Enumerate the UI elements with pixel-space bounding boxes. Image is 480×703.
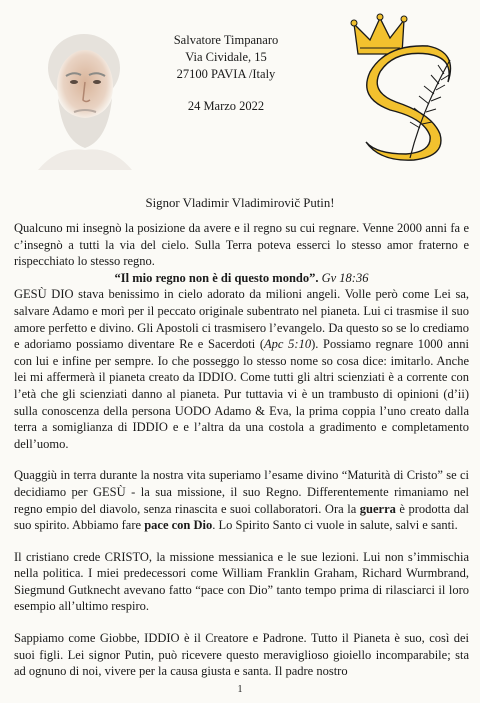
bold-war: guerra — [359, 501, 396, 516]
quote-text: “Il mio regno non è di questo mondo”. — [114, 270, 319, 285]
page-number: 1 — [237, 684, 243, 695]
paragraph-1: Qualcuno mi insegnò la posizione da avere e il regno su cui regnare. Venne 2000 anni fa e c’insegnò a tutti la via del cielo. Sulla Terra poteva esserci lo stesso amor fraterno e rispecchiato lo stesso regno. — [14, 221, 469, 269]
bold-peace: pace con Dio — [144, 518, 213, 533]
paragraph-3-part-2: è prodotta dal suo spirito. Abbiamo fare — [14, 501, 469, 533]
paragraph-3-part-1: Quaggiù in terra durante la nostra vita superiamo l’esame divino “Maturità di Cristo” se ci decidiamo per GESÙ - la sua missione, il suo Regno. Differentemente rimaniamo nel regno empio del diavolo, senza rinascita e suoi collaboratori. Ora la — [14, 468, 469, 516]
paragraph-3-part-3: . Lo Spirito Santo ci vuole in salute, salvi e santi. — [212, 518, 458, 533]
paragraph-gap — [14, 615, 469, 630]
crown-logo — [350, 10, 468, 170]
paragraph-2 — [14, 286, 469, 452]
paragraph-gap — [14, 452, 469, 467]
quote-reference: Gv 18:36 — [321, 270, 369, 285]
sender-city: 27100 PAVIA /Italy — [176, 67, 276, 81]
paragraph-2-part-2: ). Possiamo regnare 1000 anni con lui e infine per sempre. Io che posseggo lo stesso nome so cosa dice: imitarlo. Anche lei mi affermerà il pianeta creato da IDDIO. Come tutti gli altri scienziati è a corrente con l’età che gli scienziati danno al pianeta. Pur tuttavia vi è un trambusto di opinioni (d’ii) sulla conoscenza della persona UODO Adamo & Eva, la prima coppia l’uno creato dalla terra a somiglianza di IDDIO e e l’altra da una costola a gradimento e completamento dell’uomo. — [14, 337, 469, 451]
paragraph-4: Il cristiano crede CRISTO, la missione messianica e le sue lezioni. Lui non s’immischia nella politica. I miei predecessori come William Franklin Graham, Richard Wurmbrand, Siegmund Gutknecht avevano fatto “pace con Dio” tanto tempo prima di rilasciarci il loro esempio all’ultimo respiro. — [14, 549, 469, 614]
sender-address — [166, 32, 286, 115]
letter-salutation: Signor Vladimir Vladimirovič Putin! — [145, 196, 335, 210]
sender-name: Salvatore Timpanaro — [173, 33, 279, 47]
quote-line — [14, 270, 469, 287]
author-portrait — [28, 20, 140, 170]
paragraph-2-part-1: GESÙ DIO stava benissimo in cielo adorato da milioni angeli. Volle però come Lei sa, salvare Adamo e morì per il peccato originale subentrato nel pianeta. Lui ci trasmise il suo amore perfetto e divino. Gli Apostoli ci trasmisero l’evangelo. Da questo so se lo crediamo e adoriamo possiamo diventare Re e Sacerdoti ( — [14, 287, 469, 352]
paragraph-5: Sappiamo come Giobbe, IDDIO è il Creatore e Padrone. Tutto il Pianeta è suo, così dei suoi figli. Lei signor Putin, può ricevere questo meraviglioso gioiello incomparabile; sta ad ognuno di noi, vivere per la causa giusta e santa. Il padre nostro — [14, 631, 469, 679]
paragraph-3 — [14, 467, 469, 533]
paragraph-gap — [14, 534, 469, 549]
letter-date: 24 Marzo 2022 — [187, 99, 265, 113]
sender-street: Via Cividale, 15 — [185, 50, 267, 64]
bible-reference: Apc 5:10 — [264, 337, 312, 352]
letter-body — [14, 220, 469, 680]
